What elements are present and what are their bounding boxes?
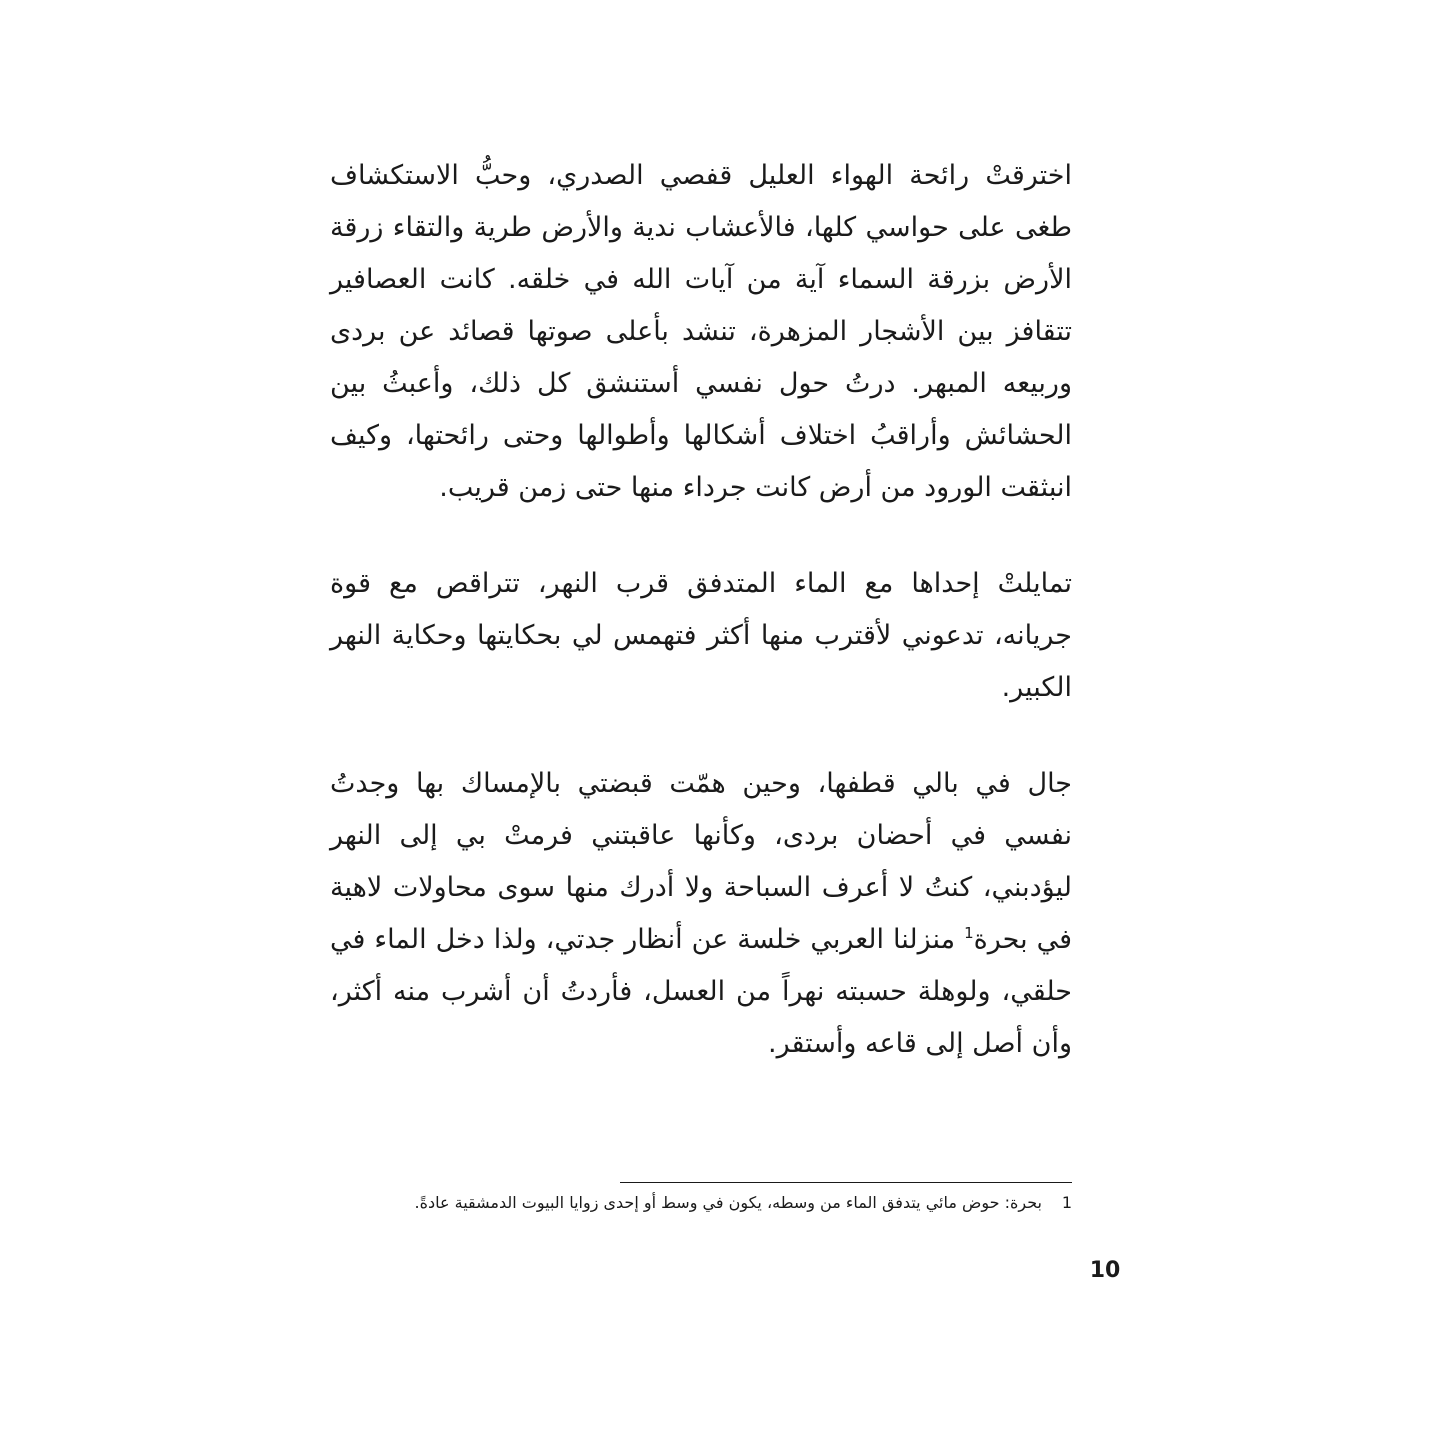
page-body <box>330 150 1072 1114</box>
footnote-reference[interactable]: 1 <box>964 924 974 942</box>
paragraph-1: اخترقتْ رائحة الهواء العليل قفصي الصدري، وحبُّ الاستكشاف طغى على حواسي كلها، فالأعشاب ندية والأرض طرية والتقاء زرقة الأرض بزرقة السماء آية من آيات الله في خلقه. كانت العصافير تتقافز بين الأشجار المزهرة، تنشد بأعلى صوتها قصائد عن بردى وربيعه المبهر. درتُ حول نفسي أستنشق كل ذلك، وأعبثُ بين الحشائش وأراقبُ اختلاف أشكالها وأطوالها وحتى رائحتها، وكيف انبثقت الورود من أرض كانت جرداء منها حتى زمن قريب. <box>330 160 1072 503</box>
paragraph-2: تمايلتْ إحداها مع الماء المتدفق قرب النهر، تتراقص مع قوة جريانه، تدعوني لأقترب منها أكثر فتهمس لي بحكايتها وحكاية النهر الكبير. <box>330 568 1072 703</box>
page-number: 10 <box>1089 1258 1121 1283</box>
paragraph-3-text-before: جال في بالي قطفها، وحين همّت قبضتي بالإمساك بها وجدتُ نفسي في أحضان بردى، وكأنها عاقبتني فرمتْ بي إلى النهر ليؤدبني، كنتُ لا أعرف السباحة ولا أدرك منها سوى محاولات لاهية في بحرة <box>330 768 1072 955</box>
footnote <box>330 1190 1072 1215</box>
paragraph-3 <box>330 758 1072 1070</box>
footnote-text: بحرة: حوض مائي يتدفق الماء من وسطه، يكون في وسط أو إحدى زوايا البيوت الدمشقية عادةً. <box>414 1193 1042 1212</box>
footnote-number: 1 <box>1061 1193 1072 1212</box>
footnote-divider <box>620 1182 1072 1183</box>
paragraph-3-text-after: منزلنا العربي خلسة عن أنظار جدتي، ولذا دخل الماء في حلقي، ولوهلة حسبته نهراً من العسل، فأردتُ أن أشرب منه أكثر، وأن أصل إلى قاعه وأستقر. <box>330 924 1072 1059</box>
